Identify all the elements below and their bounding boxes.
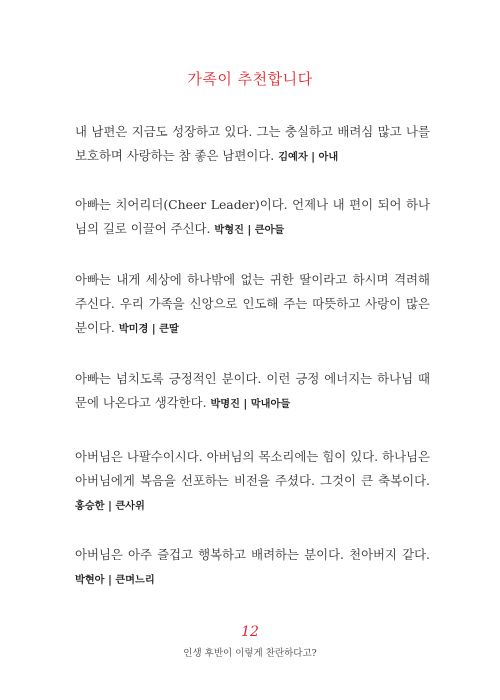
testimonial-author: 박형진 | 큰아들 — [214, 225, 285, 236]
testimonial-text: 아빠는 치어리더(Cheer Leader)이다. 언제나 내 편이 되어 하나님의 길로 이끌어 주신다. — [75, 197, 430, 236]
testimonial-3 — [75, 268, 430, 342]
testimonial-text: 아버님은 나팔수이시다. 아버님의 목소리에는 힘이 있다. 하나님은 아버님에게 복음을 선포하는 비전을 주셨다. 그것이 큰 축복이다. — [75, 449, 430, 488]
testimonial-author: 김예자 | 아내 — [278, 152, 339, 163]
testimonial-text: 아버님은 아주 즐겁고 행복하고 배려하는 분이다. 천아버지 같다. — [75, 547, 430, 562]
testimonial-text: 아빠는 내게 세상에 하나밖에 없는 귀한 딸이라고 하시며 격려해 주신다. 우리 가족을 신앙으로 인도해 주는 따뜻하고 사랑이 많은 분이다. — [75, 272, 430, 335]
testimonial-author: 홍승한 | 큰사위 — [75, 501, 145, 512]
running-footer: 인생 후반이 이렇게 찬란하다고? — [183, 648, 317, 659]
testimonial-author: 박현아 | 큰며느리 — [75, 575, 155, 586]
testimonial-2 — [75, 193, 430, 243]
testimonial-author: 박명진 | 막내아들 — [210, 399, 291, 410]
testimonial-4 — [75, 367, 430, 417]
testimonial-1 — [75, 120, 430, 170]
testimonial-text: 아빠는 넘치도록 긍정적인 분이다. 이런 긍정 에너지는 하나님 때문에 나온다고 생각한다. — [75, 371, 430, 410]
testimonial-author: 박미경 | 큰딸 — [118, 324, 179, 335]
page-number: 12 — [241, 624, 259, 640]
testimonial-6 — [75, 543, 430, 593]
testimonial-text: 내 남편은 지금도 성장하고 있다. 그는 충실하고 배려심 많고 나를 보호하며 사랑하는 참 좋은 남편이다. — [75, 124, 430, 163]
testimonial-5 — [75, 445, 430, 519]
page-title: 가족이 추천합니다 — [187, 70, 313, 88]
